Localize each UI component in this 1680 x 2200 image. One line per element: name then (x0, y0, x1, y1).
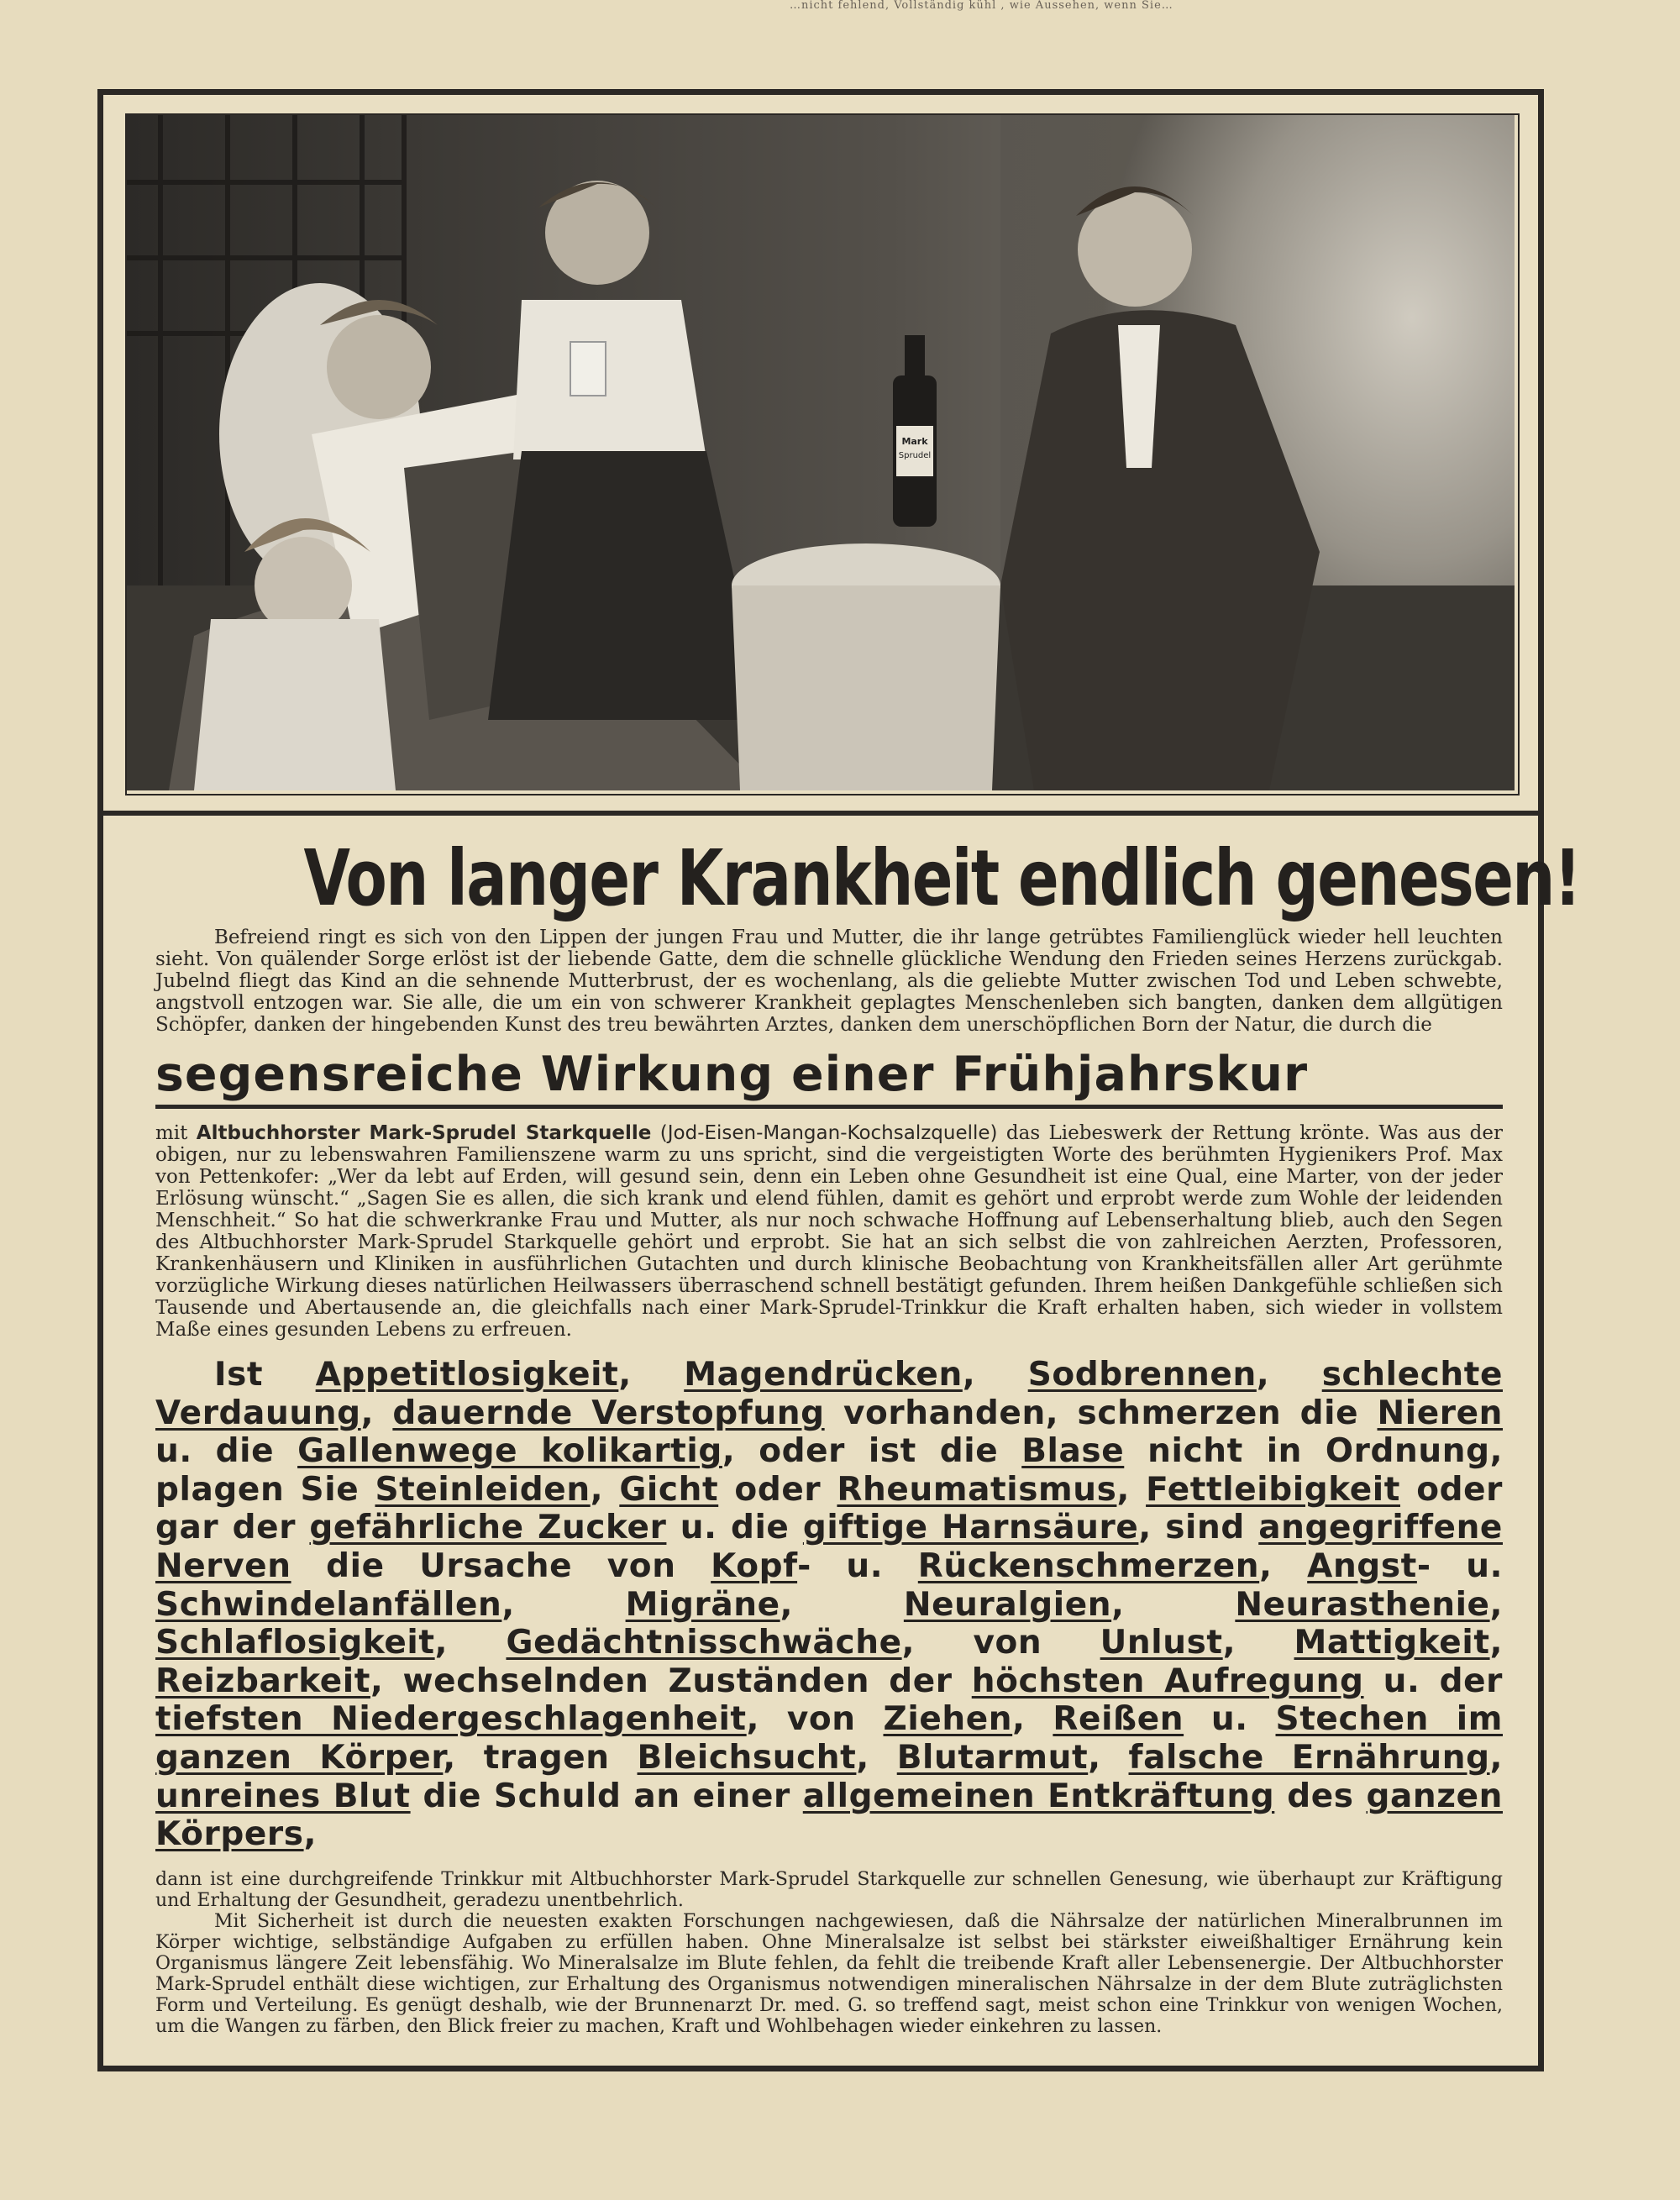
symptom-term: Neuralgien (903, 1585, 1112, 1624)
symptom-term: Reißen (1053, 1700, 1184, 1739)
brand-body: das Liebeswerk der Rettung krönte. Was aus der obigen, nur zu lebenswahren Familienszene warm zu uns spricht, sind die vergeistigten Worte des berühmten Hygienikers Prof. Max von Pettenkofer: „Wer da lebt auf Erden, will gesund sein, denn ein Leben ohne Gesundheit ist eine Qual, eine Marter, von der jeder Erlösung wünscht.“ „Sagen Sie es allen, die sich krank und elend fühlen, damit es gehört und erprobt werde zum Wohle der leidenden Menschheit.“ So hat die schwerkranke Frau und Mutter, als nur noch schwache Hoffnung auf Lebenserhaltung blieb, auch den Segen des Altbuchhorster Mark-Sprudel Starkquelle gehört und erprobt. Sie hat an sich selbst die von zahlreichen Aerzten, Professoren, Krankenhäusern und Kliniken in ausführlichen Gutachten und durch klinische Beobachtung von Krankheitsfällen aller Art gerühmte vorzügliche Wirkung dieses natürlichen Heilwassers überraschend schnell bestätigt gefunden. Ihrem heißen Dankgefühle schließen sich Tausende und Abertausende an, die gleichfalls nach einer Mark-Sprudel-Trinkkur die Kraft erhalten haben, sich wieder in vollstem Maße eines gesunden Lebens zu erfreuen. (155, 1122, 1503, 1341)
symptom-connector: , sind (1138, 1509, 1259, 1547)
symptom-connector: oder gar der (155, 1470, 1503, 1547)
symptom-term: Appetitlosigkeit (315, 1356, 619, 1394)
symptom-term: angegriffene Nerven (155, 1509, 1503, 1585)
symptom-connector: , (590, 1470, 620, 1509)
symptom-connector: , (962, 1356, 1028, 1394)
symptom-term: Unlust (1100, 1624, 1223, 1662)
symptom-term: ganzen Körpers (155, 1777, 1503, 1854)
symptom-connector: - u. (797, 1546, 918, 1585)
symptom-connector: u. der (1363, 1662, 1503, 1700)
headline: Von langer Krankheit endlich genesen! (303, 833, 1581, 923)
symptom-term: tiefsten Niedergeschlagenheit (155, 1700, 747, 1739)
brand-name: Altbuchhorster Mark-Sprudel Starkquelle (196, 1122, 652, 1144)
symptom-term: Migräne (625, 1585, 780, 1624)
symptom-term: Bleichsucht (637, 1738, 857, 1777)
symptom-connector: die Ursache von (291, 1546, 711, 1585)
symptom-term: allgemeinen Entkräftung (802, 1777, 1275, 1815)
symptom-connector: , von (746, 1700, 884, 1739)
symptom-term: Schwindelanfällen (155, 1585, 502, 1624)
symptom-term: Neurasthenie (1235, 1585, 1490, 1624)
symptom-connector: , (1489, 1738, 1504, 1777)
symptom-term: Stechen im ganzen Körper (155, 1700, 1503, 1777)
symptom-term: falsche Ernährung (1128, 1738, 1490, 1777)
symptoms-paragraph (155, 1356, 1503, 1854)
symptom-connector: , (434, 1624, 507, 1662)
symptom-connector: , (1088, 1738, 1129, 1777)
symptom-term: Schlaflosigkeit (155, 1624, 435, 1662)
symptom-connector: u. die (666, 1509, 803, 1547)
symptom-connector: , (501, 1585, 626, 1624)
symptom-connector: , (1222, 1624, 1294, 1662)
symptom-term: Gicht (619, 1470, 719, 1509)
symptom-term: Reizbarkeit (155, 1662, 370, 1700)
symptom-term: Steinleiden (375, 1470, 591, 1509)
symptom-term: giftige Harnsäure (802, 1509, 1139, 1547)
symptom-connector: , (780, 1585, 904, 1624)
symptom-term: Fettleibigkeit (1146, 1470, 1400, 1509)
symptom-connector: des (1274, 1777, 1367, 1815)
symptom-term: höchsten Aufregung (971, 1662, 1364, 1700)
symptom-term: Gallenwege kolikartig (297, 1432, 722, 1471)
symptom-connector: die Schuld an einer (410, 1777, 803, 1815)
symptom-term: Angst (1307, 1546, 1417, 1585)
symptom-connector: , wechselnden Zuständen der (370, 1662, 972, 1700)
symptom-connector: - u. (1416, 1546, 1504, 1585)
symptom-connector: , (618, 1356, 685, 1394)
symptom-term: Magendrücken (684, 1356, 963, 1394)
symptom-term: Ziehen (883, 1700, 1013, 1739)
symptom-term: gefährliche Zucker (309, 1509, 667, 1547)
symptom-connector: , (1256, 1356, 1322, 1394)
symptom-term: Gedächtnisschwäche (506, 1624, 902, 1662)
symptom-connector: , von (901, 1624, 1100, 1662)
intro-paragraph: Befreiend ringt es sich von den Lippen der jungen Frau und Mutter, die ihr lange getrübtes Familienglück wieder hell leuchten sieht. Von quälender Sorge erlöst ist der liebende Gatte, dem die schnelle glückliche Wendung den Frieden seines Herzens zurückgab. Jubelnd fliegt das Kind an die sehnende Mutterbrust, der es wochenlang, als die geliebte Mutter zwischen Tod und Leben schwebte, angstvoll entzogen war. Sie alle, die um ein von schwerer Krankheit geplagtes Menschenleben sich bangten, danken dem allgütigen Schöpfer, danken der hingebenden Kunst des treu bewährten Arztes, danken dem unerschöpflichen Born der Natur, die durch die (155, 927, 1503, 1036)
page-header-fragment: …nicht fehlend, Vollständig kühl , wie Aussehen, wenn Sie… (790, 0, 1173, 12)
symptom-connector: , tragen (443, 1738, 638, 1777)
advertisement-frame (97, 89, 1581, 2071)
symptom-term: Rheumatismus (837, 1470, 1117, 1509)
symptom-term: Rückenschmerzen (917, 1546, 1260, 1585)
symptom-connector: , (1116, 1470, 1147, 1509)
symptom-term: Mattigkeit (1294, 1624, 1490, 1662)
mineral-salts-paragraph: Mit Sicherheit ist durch die neuesten exakten Forschungen nachgewiesen, daß die Nährsalze der natürlichen Mineralbrunnen im Körper wichtige, selbständige Aufgaben zu erfüllen haben. Ohne Mineralsalze ist selbst bei stärkster eiweißhaltiger Ernährung kein Organismus längere Zeit lebensfähig. Wo Mineralsalze im Blute fehlen, da fehlt die treibende Kraft aller Lebensenergie. Der Altbuchhorster Mark-Sprudel enthält diese wichtigen, zur Erhaltung des Organismus notwendigen mineralischen Nährsalze in der dem Blute zuträglichsten Form und Verteilung. Es genügt deshalb, wie der Brunnenarzt Dr. med. G. so treffend sagt, meist schon eine Trinkkur von wenigen Wochen, um die Wangen zu färben, den Blick freier zu machen, Kraft und Wohlbehagen wieder einkehren zu lassen. (155, 1910, 1503, 2037)
symptom-connector: , oder ist die (722, 1432, 1022, 1471)
photo-illustration (127, 115, 1515, 790)
advertisement-text (103, 811, 1581, 2066)
symptom-connector: , (1489, 1624, 1503, 1662)
bottle-label-brand: Mark (901, 436, 928, 447)
symptom-connector: , (1489, 1585, 1504, 1624)
symptom-connector: Ist (214, 1356, 316, 1394)
symptom-term: Nieren (1377, 1394, 1504, 1432)
symptom-connector: nicht in Ordnung, plagen Sie (155, 1432, 1504, 1509)
brand-paragraph (155, 1122, 1503, 1341)
bottle-label-product: Sprudel (898, 451, 932, 460)
symptom-term: Blutarmut (896, 1738, 1089, 1777)
symptom-connector: , (1259, 1546, 1308, 1585)
symptom-connector: , (1111, 1585, 1236, 1624)
brand-spring-type: (Jod-Eisen-Mangan-Kochsalzquelle) (651, 1122, 998, 1144)
symptom-term: schlechte Verdauung (155, 1356, 1503, 1432)
symptom-term: Kopf (711, 1546, 798, 1585)
symptom-connector: vorhanden, schmerzen die (824, 1394, 1378, 1432)
symptom-term: Blase (1021, 1432, 1125, 1471)
symptom-connector: oder (718, 1470, 837, 1509)
conclusion-paragraph: dann ist eine durchgreifende Trinkkur mit Altbuchhorster Mark-Sprudel Starkquelle zur schnellen Genesung, wie überhaupt zur Kräftigung und Erhaltung der Gesundheit, geradezu unentbehrlich. (155, 1868, 1503, 1911)
symptom-connector: , (856, 1738, 897, 1777)
symptom-term: Sodbrennen (1027, 1356, 1257, 1394)
advertisement-photo (125, 113, 1520, 795)
subheadline: segensreiche Wirkung einer Frühjahrskur (155, 1046, 1503, 1109)
symptom-connector: u. die (155, 1432, 298, 1471)
symptom-connector: , (303, 1815, 317, 1854)
symptom-term: dauernde Verstopfung (392, 1394, 825, 1432)
symptom-connector: u. (1184, 1700, 1276, 1739)
symptom-connector: , (360, 1394, 393, 1432)
symptom-term: unreines Blut (155, 1777, 411, 1815)
symptom-connector: , (1012, 1700, 1053, 1739)
brand-lead: mit (155, 1122, 197, 1144)
